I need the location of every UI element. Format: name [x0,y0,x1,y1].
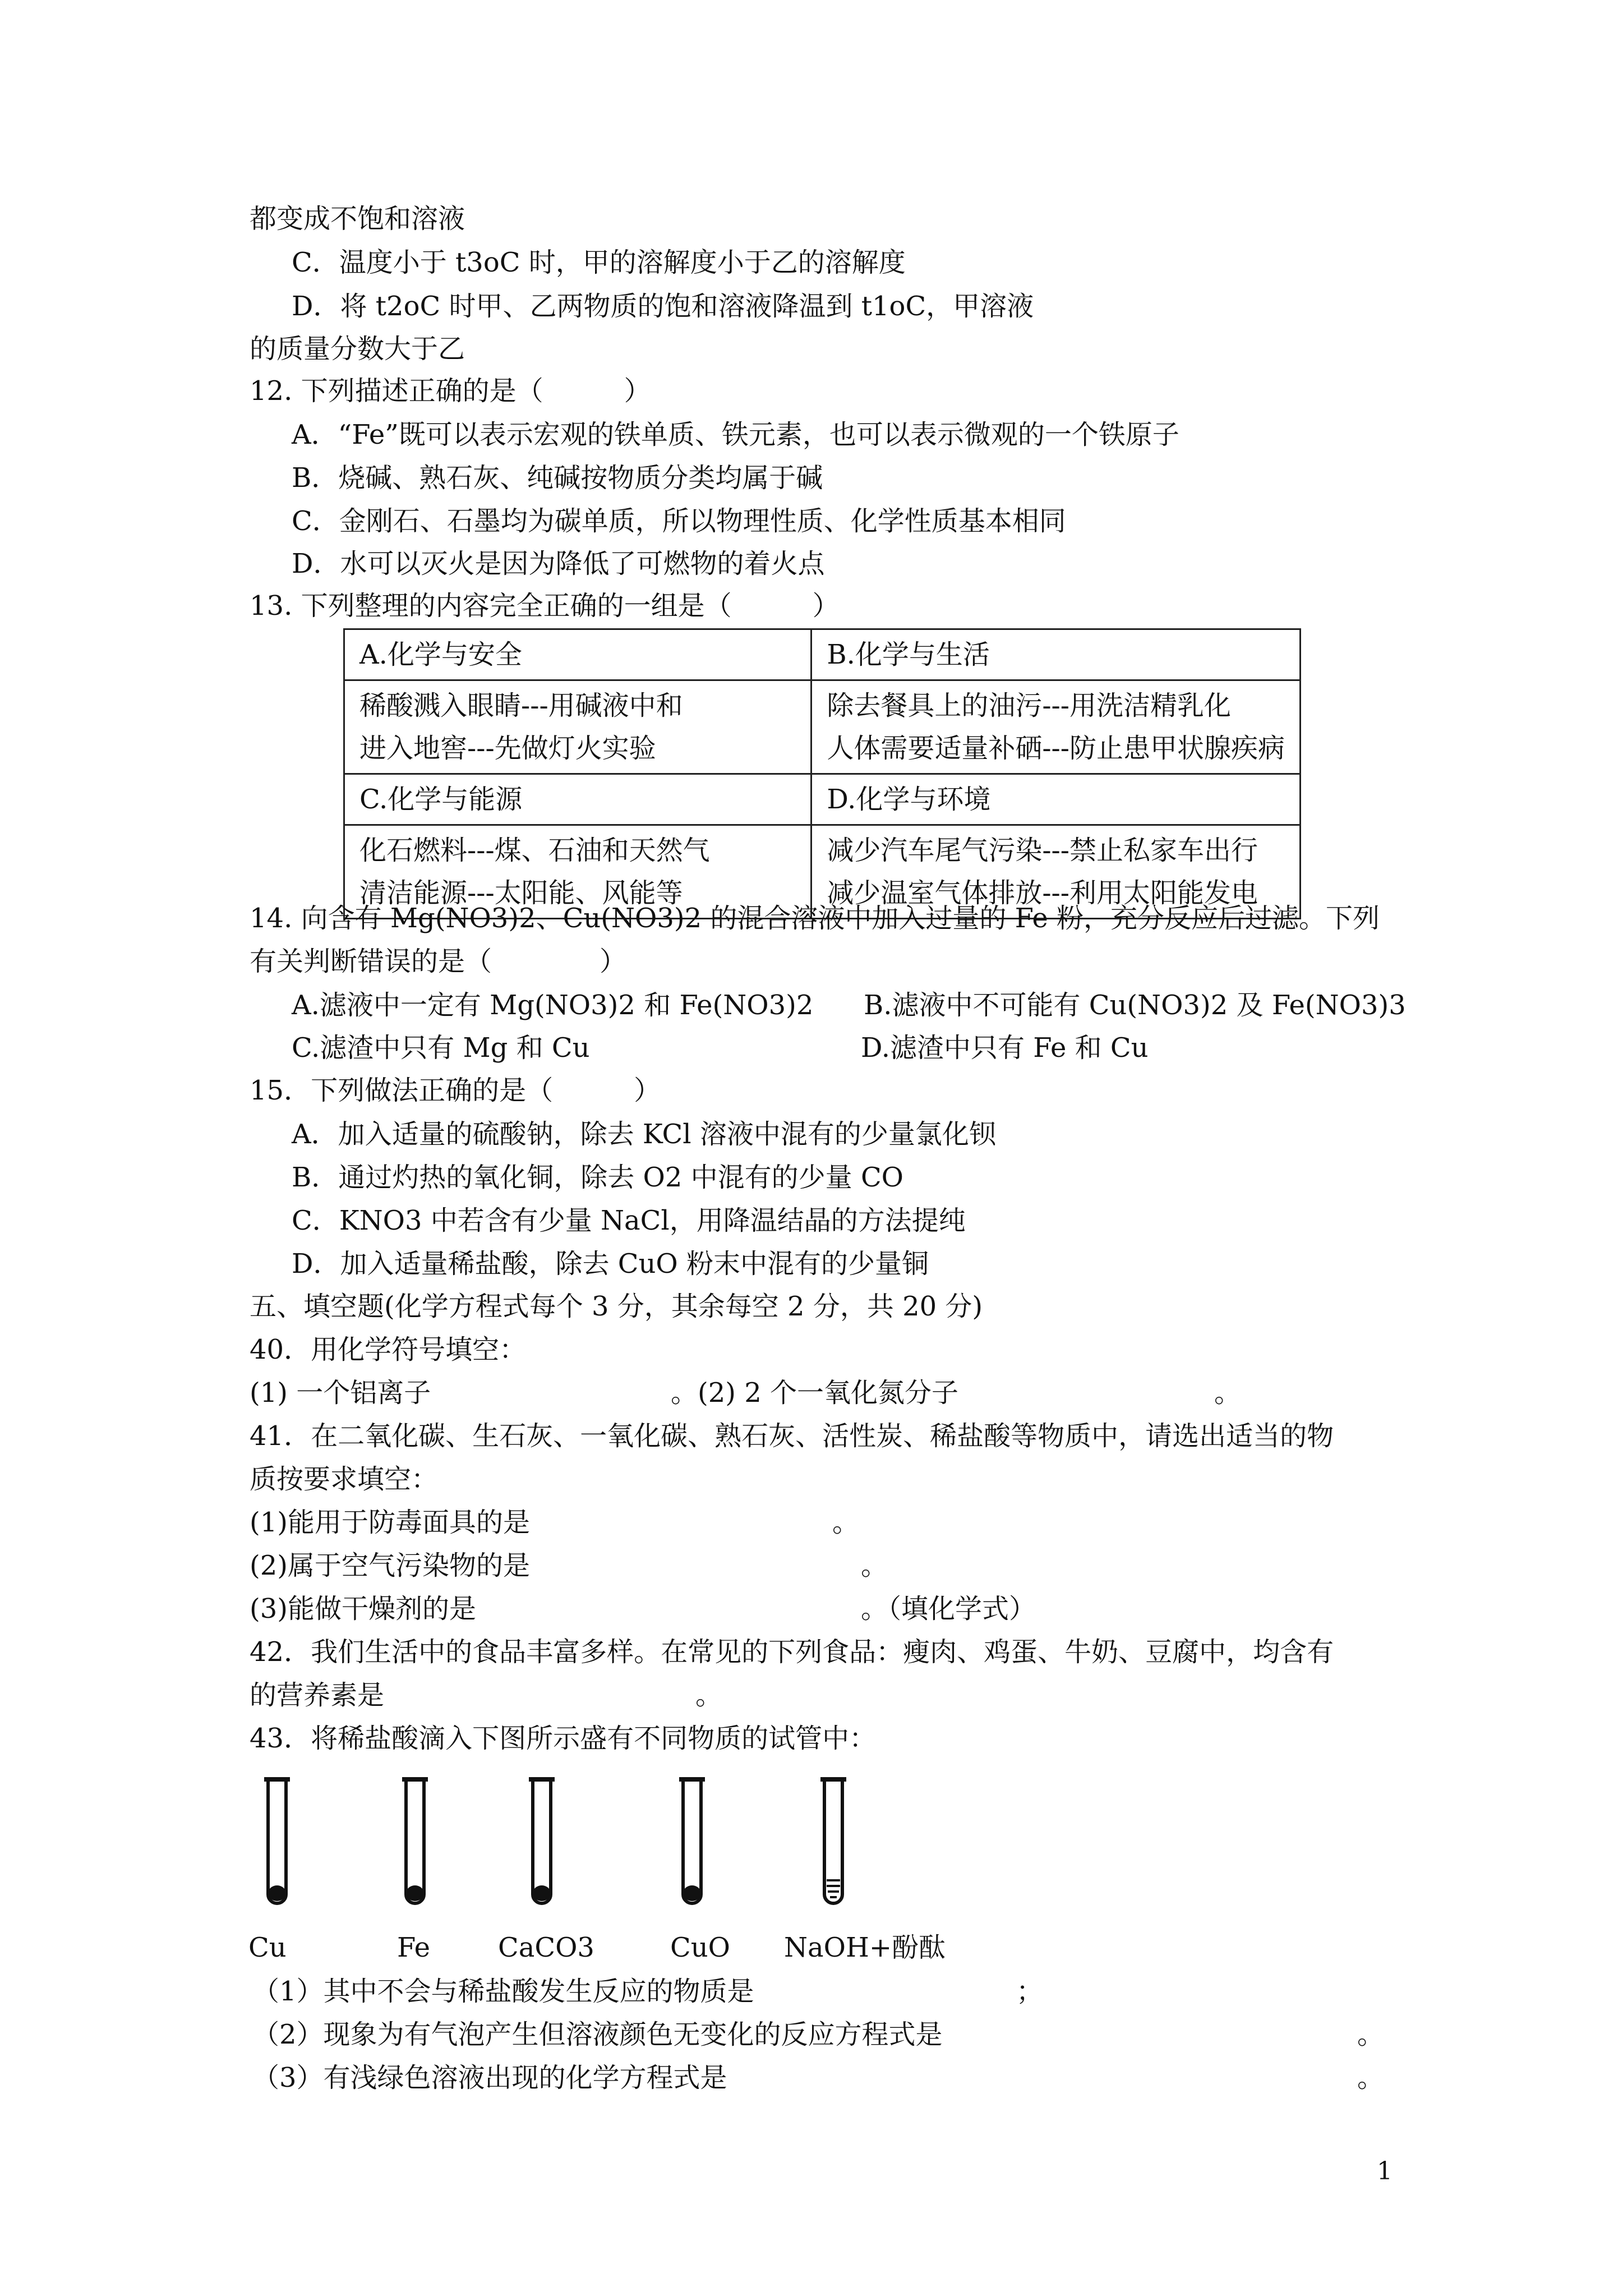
section-five-heading: 五、填空题(化学方程式每个 3 分，其余每空 2 分，共 20 分) [250,1291,983,1322]
q12-option-b: B．烧碱、熟石灰、纯碱按物质分类均属于碱 [292,462,823,494]
q41-stem-2: 质按要求填空： [250,1464,439,1495]
q13-a-item-1: 稀酸溅入眼睛---用碱液中和 [359,690,683,721]
test-tube-cu [264,1777,290,1903]
q14-stem-1: 14. 向含有 Mg(NO3)2、Cu(NO3)2 的混合溶液中加入过量的 Fe 粉，充分反应后过滤。下列 [250,903,1380,934]
q12-option-a: A．“Fe”既可以表示宏观的铁单质、铁元素，也可以表示微观的一个铁原子 [292,419,1179,450]
q43-stem: 43．将稀盐酸滴入下图所示盛有不同物质的试管中： [250,1723,877,1754]
q14-option-d: D.滤渣中只有 Fe 和 Cu [861,1032,1149,1064]
q13-a-item-2: 进入地窖---先做灯火实验 [359,733,656,764]
tube-label-cuo: CuO [670,1932,730,1963]
q13-cell-a-head: A.化学与安全 [344,629,811,680]
q15-option-a: A．加入适量的硫酸钠，除去 KCl 溶液中混有的少量氯化钡 [292,1119,996,1150]
q13-b-item-2: 人体需要适量补硒---防止患甲状腺疾病 [827,733,1285,764]
q42-stem-1: 42．我们生活中的食品丰富多样。在常见的下列食品：瘦肉、鸡蛋、牛奶、豆腐中，均含有 [250,1636,1334,1668]
q11-option-b-cont: 都变成不饱和溶液 [250,203,465,234]
tube-label-fe: Fe [397,1932,431,1963]
q11-option-d-cont: 的质量分数大于乙 [250,333,465,365]
tube-label-cu: Cu [248,1932,287,1963]
q13-stem: 13. 下列整理的内容完全正确的一组是（ ） [250,590,840,622]
q13-cell-b-head: B.化学与生活 [811,629,1301,680]
q14-stem-2: 有关判断错误的是（ ） [250,946,627,977]
q15-option-c: C．KNO3 中若含有少量 NaCl，用降温结晶的方法提纯 [292,1205,966,1236]
q13-c-item-1: 化石燃料---煤、石油和天然气 [359,835,710,866]
q13-d-item-1: 减少汽车尾气污染---禁止私家车出行 [827,835,1258,866]
q41-part-2-end: 。 [861,1550,888,1581]
q14-option-a: A.滤液中一定有 Mg(NO3)2 和 Fe(NO3)2 [292,990,814,1021]
page-number: 1 [1377,2157,1393,2185]
q13-d-item-2: 减少温室气体排放---利用太阳能发电 [827,877,1258,909]
q14-option-b: B.滤液中不可能有 Cu(NO3)2 及 Fe(NO3)3 [864,990,1406,1021]
q11-option-d: D．将 t2oC 时甲、乙两物质的饱和溶液降温到 t1oC，甲溶液 [292,291,1034,322]
q13-c-item-2: 清洁能源---太阳能、风能等 [359,877,683,909]
test-tube-caco3 [529,1777,555,1903]
q41-part-1: (1)能用于防毒面具的是 [250,1507,530,1538]
q43-part-3: （3）有浅绿色溶液出现的化学方程式是 [252,2062,727,2093]
q42-end: 。 [695,1680,723,1711]
q42-stem-2: 的营养素是 [250,1680,385,1711]
q15-stem: 15．下列做法正确的是（ ） [250,1075,661,1106]
q13-cell-d-head: D.化学与环境 [811,774,1301,825]
test-tube-cuo [679,1777,705,1903]
tube-label-caco3: CaCO3 [498,1932,594,1963]
q41-part-1-end: 。 [832,1507,860,1538]
test-tube-fe [402,1777,428,1903]
tube-label-naoh: NaOH+酚酞 [784,1932,946,1963]
q43-part-2-end: 。 [1357,2019,1385,2050]
q12-option-c: C．金刚石、石墨均为碳单质，所以物理性质、化学性质基本相同 [292,505,1066,537]
q43-part-1: （1）其中不会与稀盐酸发生反应的物质是 [252,1976,754,2007]
q15-option-d: D．加入适量稀盐酸，除去 CuO 粉末中混有的少量铜 [292,1248,929,1280]
q41-part-3-end: 。（填化学式） [861,1593,1036,1625]
q40-part-2: 。(2) 2 个一氧化氮分子 [671,1377,959,1409]
q43-part-1-end: ； [1016,1976,1044,2007]
q12-option-d: D．水可以灭火是因为降低了可燃物的着火点 [292,548,825,579]
test-tube-naoh-phenolphthalein [820,1777,846,1903]
q41-stem-1: 41．在二氧化碳、生石灰、一氧化碳、熟石灰、活性炭、稀盐酸等物质中，请选出适当的物 [250,1420,1334,1452]
q40-end-mark: 。 [1214,1377,1242,1409]
q12-stem: 12. 下列描述正确的是（ ） [250,375,651,407]
q40-part-1: (1) 一个铝离子 [250,1377,431,1409]
q13-cell-c-head: C.化学与能源 [344,774,811,825]
q14-option-c: C.滤渣中只有 Mg 和 Cu [292,1032,590,1064]
q43-part-2: （2）现象为有气泡产生但溶液颜色无变化的反应方程式是 [252,2019,943,2050]
q41-part-3: (3)能做干燥剂的是 [250,1593,476,1625]
q41-part-2: (2)属于空气污染物的是 [250,1550,530,1581]
q11-option-c: C．温度小于 t3oC 时，甲的溶解度小于乙的溶解度 [292,247,906,278]
q13-b-item-1: 除去餐具上的油污---用洗洁精乳化 [827,690,1231,721]
q15-option-b: B．通过灼热的氧化铜，除去 O2 中混有的少量 CO [292,1162,904,1193]
q40-stem: 40．用化学符号填空： [250,1334,527,1365]
q43-part-3-end: 。 [1357,2062,1385,2093]
